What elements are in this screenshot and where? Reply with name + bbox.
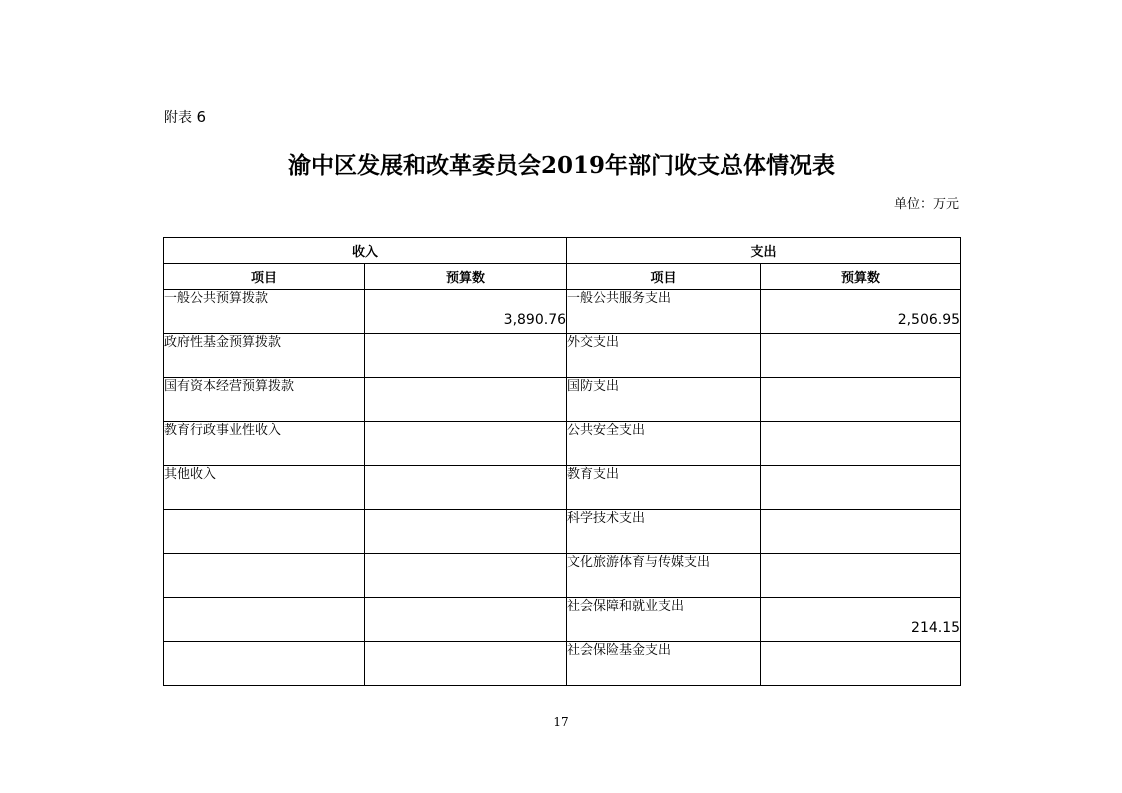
expense-item-column-header: 项目 [567,264,761,290]
expense-item-cell: 社会保险基金支出 [567,642,761,686]
income-amount-cell [365,378,567,422]
table-row [164,290,961,334]
income-amount-cell [365,554,567,598]
income-amount-cell [365,334,567,378]
appendix-label [164,108,206,127]
income-amount-value: 3,890.76 [503,312,567,328]
income-item-cell [164,554,365,598]
table-row [164,422,961,466]
expense-amount-cell [761,554,961,598]
expense-item-cell: 公共安全支出 [567,422,761,466]
page-title: 渝中区发展和改革委员会2019年部门收支总体情况表 [287,152,835,179]
income-amount-cell [365,598,567,642]
budget-table [163,237,961,686]
expense-section-header: 支出 [567,238,961,264]
income-item-cell [164,510,365,554]
income-amount-cell [365,422,567,466]
expense-amount-cell [761,422,961,466]
column-header-row [164,264,961,290]
page-number: 17 [553,715,569,729]
expense-item-cell: 国防支出 [567,378,761,422]
expense-amount-cell [761,598,961,642]
table-row [164,642,961,686]
table-row [164,510,961,554]
income-item-cell [164,642,365,686]
expense-item-cell: 教育支出 [567,466,761,510]
expense-item-cell: 科学技术支出 [567,510,761,554]
income-item-cell: 政府性基金预算拨款 [164,334,365,378]
expense-amount-cell [761,290,961,334]
table-row [164,598,961,642]
expense-amount-cell [761,378,961,422]
income-section-header: 收入 [164,238,567,264]
expense-item-cell: 外交支出 [567,334,761,378]
income-item-column-header: 项目 [164,264,365,290]
expense-amount-cell [761,334,961,378]
unit-label: 单位：万元 [893,197,959,212]
appendix-number: 6 [196,108,206,126]
expense-amount-cell [761,510,961,554]
income-amount-cell [365,642,567,686]
section-header-row [164,238,961,264]
expense-amount-cell [761,642,961,686]
income-amount-cell [365,510,567,554]
income-amount-cell [365,466,567,510]
expense-amount-column-header: 预算数 [761,264,961,290]
table-row [164,334,961,378]
expense-item-cell: 一般公共服务支出 [567,290,761,334]
expense-amount-cell [761,466,961,510]
expense-item-cell: 社会保障和就业支出 [567,598,761,642]
table-row [164,466,961,510]
table-row [164,554,961,598]
expense-amount-value: 2,506.95 [897,312,961,328]
income-amount-column-header: 预算数 [365,264,567,290]
table-row [164,378,961,422]
expense-item-cell: 文化旅游体育与传媒支出 [567,554,761,598]
income-amount-cell [365,290,567,334]
expense-amount-value: 214.15 [911,620,961,636]
income-item-cell: 一般公共预算拨款 [164,290,365,334]
appendix-label-text: 附表 [164,110,192,126]
income-item-cell: 其他收入 [164,466,365,510]
income-item-cell [164,598,365,642]
income-item-cell: 国有资本经营预算拨款 [164,378,365,422]
income-item-cell: 教育行政事业性收入 [164,422,365,466]
